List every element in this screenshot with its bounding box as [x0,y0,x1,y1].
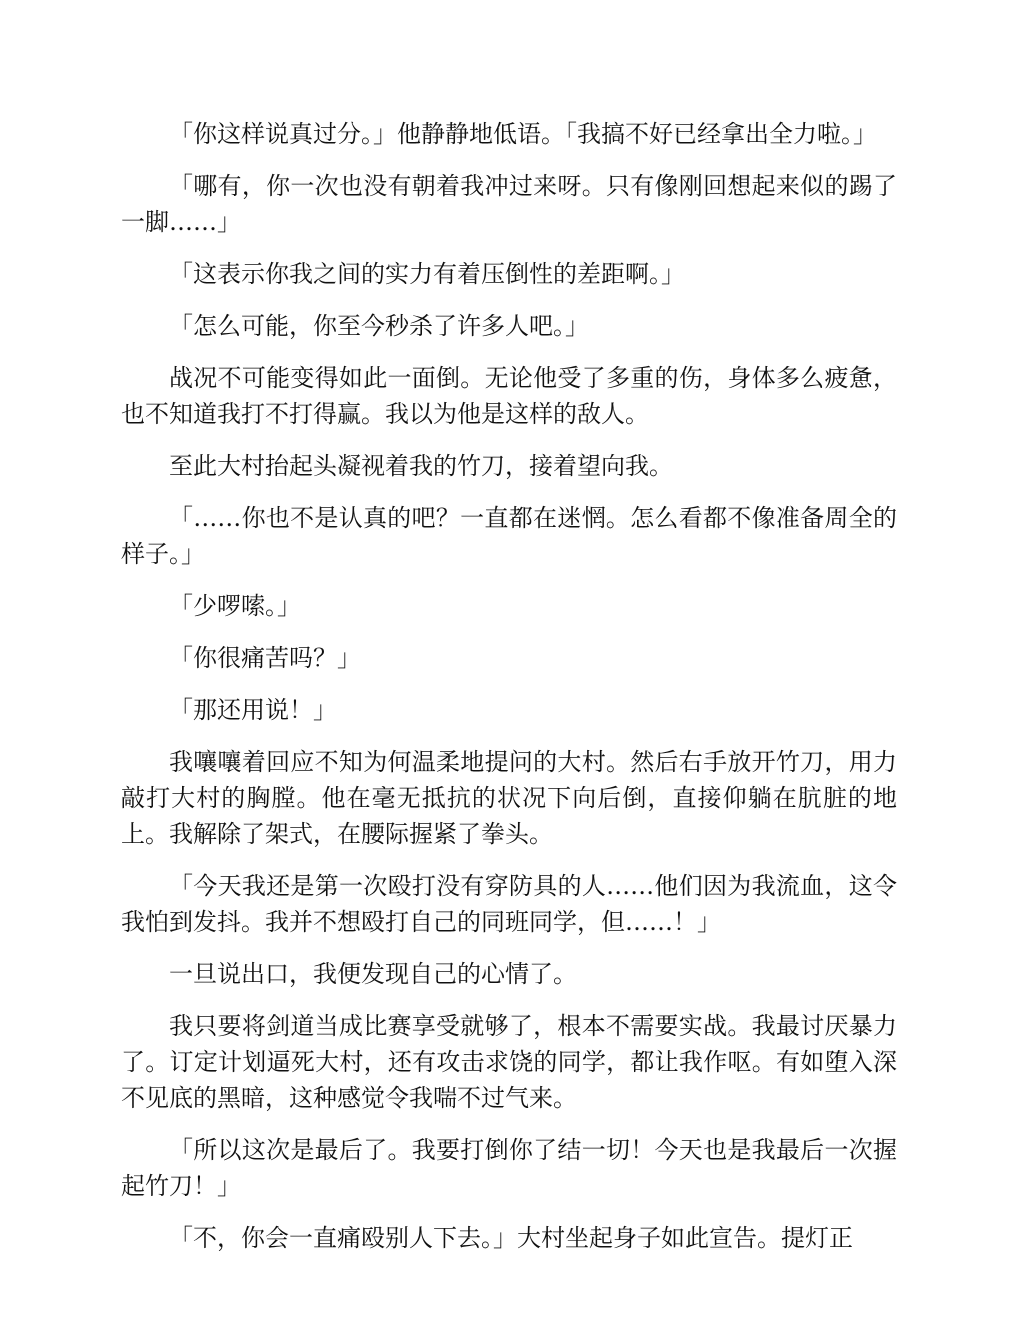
paragraph: 一旦说出口，我便发现自己的心情了。 [169,960,577,988]
paragraph: 战况不可能变得如此一面倒。无论他受了多重的伤，身体多么疲惫，也不知道我打不打得赢。我以为他是这样的敌人。 [121,364,897,428]
paragraph: 「少啰嗦。」 [169,592,301,620]
paragraph: 「……你也不是认真的吧？一直都在迷惘。怎么看都不像准备周全的样子。」 [121,504,897,568]
body-text [121,116,897,1272]
paragraph: 至此大村抬起头凝视着我的竹刀，接着望向我。 [169,452,673,480]
paragraph: 「怎么可能，你至今秒杀了许多人吧。」 [169,312,589,340]
paragraph: 我嚷嚷着回应不知为何温柔地提问的大村。然后右手放开竹刀，用力敲打大村的胸膛。他在毫无抵抗的状况下向后倒，直接仰躺在肮脏的地上。我解除了架式，在腰际握紧了拳头。 [121,748,897,848]
paragraph: 「那还用说！」 [169,696,337,724]
paragraph: 「今天我还是第一次殴打没有穿防具的人……他们因为我流血，这令我怕到发抖。我并不想殴打自己的同班同学，但……！」 [121,872,897,936]
paragraph: 「你很痛苦吗？」 [169,644,361,672]
paragraph: 「所以这次是最后了。我要打倒你了结一切！今天也是我最后一次握起竹刀！」 [121,1136,897,1200]
paragraph: 「哪有，你一次也没有朝着我冲过来呀。只有像刚回想起来似的踢了一脚……」 [121,172,897,236]
paragraph: 我只要将剑道当成比赛享受就够了，根本不需要实战。我最讨厌暴力了。订定计划逼死大村，还有攻击求饶的同学，都让我作呕。有如堕入深不见底的黑暗，这种感觉令我喘不过气来。 [121,1012,897,1112]
paragraph: 「不，你会一直痛殴别人下去。」大村坐起身子如此宣告。提灯正 [169,1224,853,1252]
paragraph: 「这表示你我之间的实力有着压倒性的差距啊。」 [169,260,685,288]
paragraph: 「你这样说真过分。」他静静地低语。「我搞不好已经拿出全力啦。」 [169,120,877,148]
